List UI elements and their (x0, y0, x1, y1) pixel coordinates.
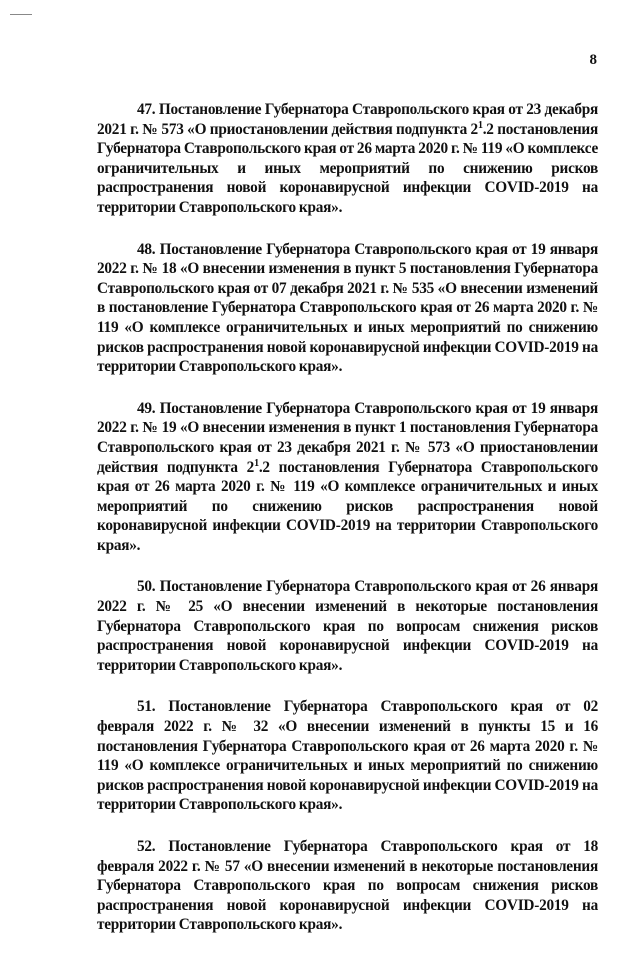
item-text: 49. Постановление Губернатора Ставропольского края от 19 января 2022 г. № 19 «О внесении изменения в пункт 1 постановления Губернатора Ставропольского края от 23 декабря 2021 г. № 573 «О приостановлении действия подпункта 2 (97, 399, 598, 476)
item-text: 52. Постановление Губернатора Ставропольского края от 18 февраля 2022 г. № 57 «О внесении изменений в некоторые постановления Губернатора Ставропольского края по вопросам снижения рисков распространения новой коронавирусной инфекции COVID-2019 на территории Ставропольского края». (97, 838, 598, 934)
list-item-49 (97, 399, 598, 556)
list-item-51 (97, 697, 598, 815)
item-text: 50. Постановление Губернатора Ставропольского края от 26 января 2022 г. № 25 «О внесении изменений в некоторые постановления Губернатора Ставропольского края по вопросам снижения рисков распространения новой коронавирусной инфекции COVID-2019 на территории Ставропольского края». (97, 578, 598, 674)
item-text-continued: .2 постановления Губернатора Ставропольского края от 26 марта 2020 г. № 119 «О комплексе ограничительных и иных мероприятий по снижению рисков распространения новой коронавирусной инфекции COVID-2019 на территории Ставропольского края». (97, 120, 598, 216)
scan-corner-mark (10, 14, 32, 15)
item-text: 48. Постановление Губернатора Ставропольского края от 19 января 2022 г. № 18 «О внесении изменения в пункт 5 постановления Губернатора Ставропольского края от 07 декабря 2021 г. № 535 «О внесении изменений в постановление Губернатора Ставропольского края от 26 марта 2020 г. № 119 «О комплексе ограничительных и иных мероприятий по снижению рисков распространения новой коронавирусной инфекции COVID-2019 на территории Ставропольского края». (97, 240, 598, 376)
item-superscript: 1 (254, 457, 259, 469)
document-body (97, 100, 598, 957)
list-item-47 (97, 100, 598, 218)
item-superscript: 1 (477, 119, 483, 131)
list-item-50 (97, 577, 598, 675)
list-item-52 (97, 837, 598, 935)
item-text: 51. Постановление Губернатора Ставропольского края от 02 февраля 2022 г. № 32 «О внесении изменений в пункты 15 и 16 постановления Губернатора Ставропольского края от 26 марта 2020 г. № 119 «О комплексе ограничительных и иных мероприятий по снижению рисков распространения новой коронавирусной инфекции COVID-2019 на территории Ставропольского края». (97, 698, 598, 814)
list-item-48 (97, 240, 598, 377)
item-text-continued: .2 постановления Губернатора Ставропольского края от 26 марта 2020 г. № 119 «О комплексе ограничительных и иных мероприятий по снижению рисков распространения новой коронавирусной инфекции COVID-2019 на территории Ставропольского края». (97, 458, 598, 554)
item-text: 47. Постановление Губернатора Ставропольского края от 23 декабря 2021 г. № 573 «О приостановлении действия подпункта 2 (97, 101, 598, 138)
page-number: 8 (589, 52, 597, 68)
